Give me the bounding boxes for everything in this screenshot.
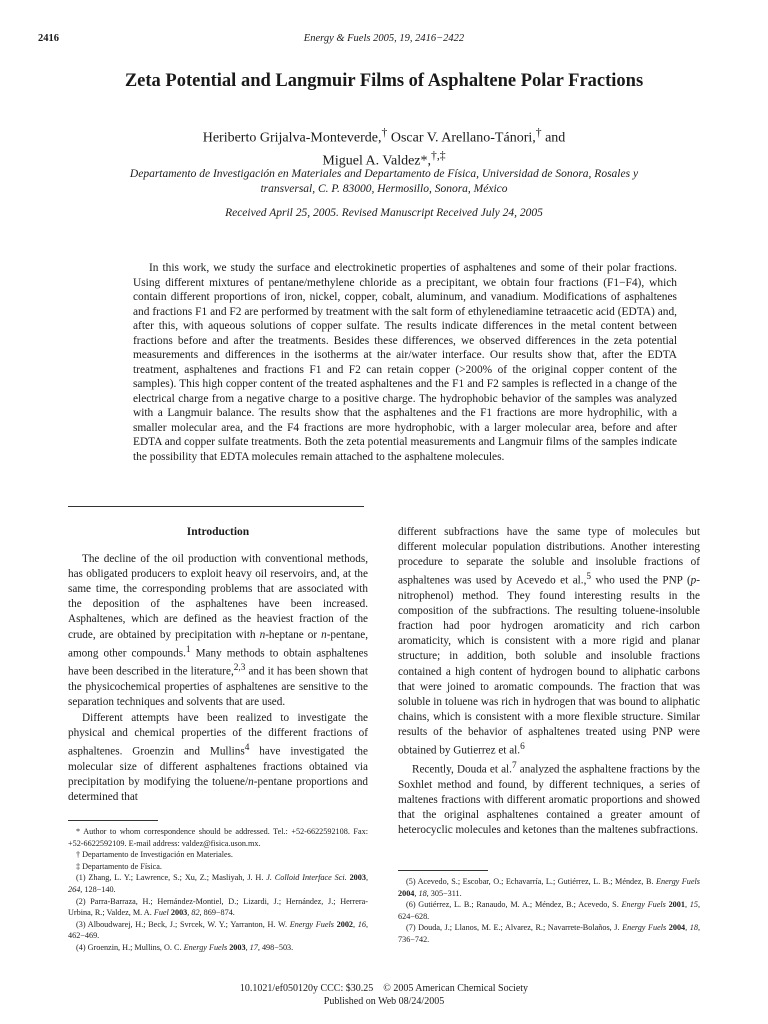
reference: (7) Douda, J.; Llanos, M. E.; Alvarez, R.; Navarrete-Bolaños, J. Energy Fuels 2004, 18, 736−742. <box>398 923 701 944</box>
author-mark: † <box>381 126 388 139</box>
left-column <box>68 525 368 805</box>
reference: (3) Alboudwarej, H.; Beck, J.; Svrcek, W. Y.; Yarranton, H. W. Energy Fuels 2002, 16, 462−469. <box>68 919 368 941</box>
paragraph: different subfractions have the same type of molecules but different molecular population distributions. Another interesting procedure to separate the soluble and insoluble fractions of asphaltenes was used by Acevedo et al.,$^5$ who used the PNP (p-nitrophenol) method. They found interesting results in the composition of the subfractions. The resulting toluene-insoluble fraction had poor hydrogen aromaticity and rich carbon aromaticity, which is consistent with a more rigid and planar structure; in addition, both soluble and insoluble fractions contained a high content of hydrogen bound to aliphatic carbons that were joined to aromatic compounds. The fraction that was soluble in toluene was rich in hydrogen that was bound to aliphatic chains, which is consistent with a more flexible structure. Similar results of the behavior of asphaltenes treated using PNP were obtained by Gutierrez et al.$^6$ <box>398 526 700 757</box>
footnote: * Author to whom correspondence should be addressed. Tel.: +52-6622592108. Fax: +52-6622592109. E-mail address: valdez@fisica.uson.mx. <box>68 827 368 848</box>
abstract-divider <box>68 506 364 507</box>
reference: (2) Parra-Barraza, H.; Hernández-Montiel, D.; Lizardi, J.; Hernández, J.; Herrera-Urbina, R.; Valdez, M. A. Fuel 2003, 82, 869−874. <box>68 896 368 918</box>
section-heading: Introduction <box>186 526 250 538</box>
received-dates: Received April 25, 2005. Revised Manuscript Received July 24, 2005 <box>225 207 543 219</box>
running-head: Energy & Fuels 2005, 19, 2416−2422 <box>303 33 465 44</box>
page-number: 2416 <box>38 33 59 44</box>
footnote: † Departamento de Investigación en Materiales. <box>76 850 233 860</box>
reference: (5) Acevedo, S.; Escobar, O.; Echavarría, L.; Gutiérrez, L. B.; Méndez, B. Energy Fuels 2004, 18, 305−311. <box>398 877 700 898</box>
page-footer <box>0 982 768 1008</box>
affiliation: Departamento de Investigación en Materiales and Departamento de Física, Universidad de Sonora, Rosales y transversal, C. P. 83000, Hermosillo, Sonora, México <box>129 168 639 195</box>
footnote-divider <box>68 820 158 821</box>
publication-date: Published on Web 08/24/2005 <box>323 996 445 1007</box>
footnotes-right <box>398 876 700 946</box>
footnote-divider <box>398 870 488 871</box>
footnotes-left <box>68 826 368 954</box>
author-conjunction: and <box>541 130 566 146</box>
author-list <box>100 124 668 169</box>
footnote: ‡ Departamento de Física. <box>76 861 162 871</box>
author-name: Heriberto Grijalva-Monteverde, <box>202 130 382 146</box>
author-name: Miguel A. Valdez*, <box>322 153 432 169</box>
copyright-line: © 2005 American Chemical Society <box>383 983 529 994</box>
author-mark: †,‡ <box>431 148 446 162</box>
paragraph: Recently, Douda et al.$^7$ analyzed the asphaltene fractions by the Soxhlet method and found, by different techniques, a series of maltenes fractions with different aromatic proportions and showed that the original asphaltenes contained a greater amount of heterocyclic molecules and ketones than the maltenes subfractions. <box>398 760 700 836</box>
article-title: Zeta Potential and Langmuir Films of Asphaltene Polar Fractions <box>124 71 644 91</box>
paragraph: Different attempts have been realized to investigate the physical and chemical properties of the different fractions of asphaltenes. Groenzin and Mullins$^4$ have investigated the molecular size of different asphaltenes fractions obtained via precipitation by modifying the toluene/n-pentane proportions and determined that <box>68 711 369 803</box>
reference: (4) Groenzin, H.; Mullins, O. C. Energy Fuels 2003, 17, 498−503. <box>76 942 294 952</box>
paragraph: The decline of the oil production with conventional methods, has obligated producers to exploit heavy oil reservoirs, and, at the same time, the corresponding problems that are associated with the deposition of the asphaltenes have been increased. Asphaltenes, which are defined as the heaviest fraction of the crude, are obtained by precipitation with n-heptane or n-pentane, among other compounds.$^1$ Many methods to obtain asphaltenes have been described in the literature,$^{2,3}$ and it has been shown that the physicochemical properties of asphaltenes are sensitive to the separation techniques and solvents that are used. <box>68 553 368 709</box>
reference: (1) Zhang, L. Y.; Lawrence, S.; Xu, Z.; Masliyah, J. H. J. Colloid Interface Sci. 2003, 264, 128−140. <box>68 873 368 894</box>
abstract: In this work, we study the surface and electrokinetic properties of asphaltenes and some of their polar fractions. Using different mixtures of pentane/methylene chloride as a precipitant, we obtain four fractions (F1−F4), which contain different proportions of iron, nickel, copper, cobalt, aluminum, and vanadium. Modifications of asphaltenes and fractions F1 and F2 are performed by treatment with the salt form of ethylenediamine tetraacetic acid (EDTA) and, after this, with aqueous solutions of copper sulfate. The results indicate differences in the metal content between fractions before and after the treatments. Besides these differences, we observed differences in the zeta potential measurements and differences in the isotherms at the air/water interface. Our results show that, after the EDTA treatment, asphaltenes and fractions F1 and F2 can retain copper (>200% of the original copper content of the samples). This high copper content of the treated asphaltenes and the F1 and F2 samples is reflected in a change of the electrical charge from a negative charge to a positive charge. The hydrophobic behavior of the samples was analyzed with a Langmuir balance. The results show that the asphaltenes and the F1 fractions are more hydrophilic, with a smaller molecular area, and the F4 fractions are more hydrophobic, with a larger molecular area, before and after EDTA and copper sulfate treatments. Both the zeta potential measurements and Langmuir films of the samples indicate the possibility that EDTA molecules remain attached to the asphaltene molecules. <box>133 262 677 463</box>
author-name: Oscar V. Arellano-Tánori, <box>387 130 536 146</box>
doi-line: 10.1021/ef050120y CCC: $30.25 <box>239 983 374 994</box>
author-mark: † <box>535 126 542 139</box>
right-column <box>398 525 700 838</box>
reference: (6) Gutiérrez, L. B.; Ranaudo, M. A.; Méndez, B.; Acevedo, S. Energy Fuels 2001, 15, 624−628. <box>398 900 700 921</box>
